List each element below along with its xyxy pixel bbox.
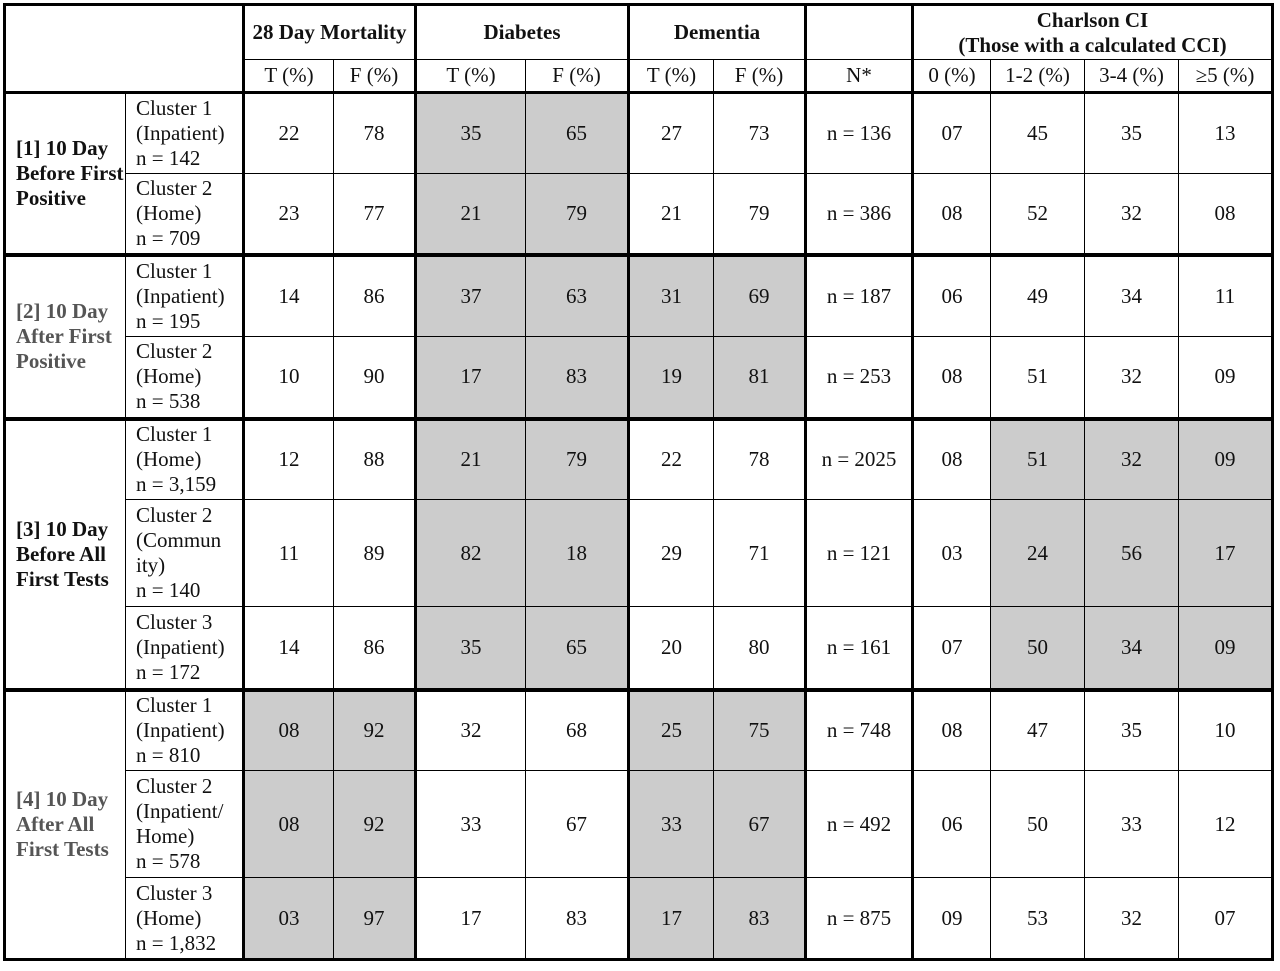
cluster-label-line: n = 172 [136,659,201,684]
subheader-dementia-t: T (%) [629,60,714,93]
table-cell: 35 [1085,93,1179,174]
table-cell: 35 [1085,690,1179,771]
group-label: [3] 10 Day Before All First Tests [5,419,126,690]
table-cell: 65 [526,93,629,174]
table-cell: 17 [629,878,714,960]
header-charlson-title: Charlson CI [1036,7,1149,32]
table-cell: 71 [714,500,806,607]
table-cell: 35 [416,93,526,174]
table-cell: 73 [714,93,806,174]
table-cell: 24 [991,500,1085,607]
table-cell: n = 187 [806,255,913,337]
table-row [5,500,1273,607]
table-cell: 07 [913,607,991,690]
table-cell: 03 [913,500,991,607]
table-cell: 22 [244,93,334,174]
table-cell: n = 2025 [806,419,913,500]
table-cell: 08 [913,419,991,500]
table-cell: 14 [244,607,334,690]
table-cell: 45 [991,93,1085,174]
table-cell: 79 [526,174,629,255]
subheader-diabetes-f: F (%) [526,60,629,93]
cluster-label [126,500,244,607]
table-cell: 77 [334,174,416,255]
table-cell: 32 [1085,174,1179,255]
table-row [5,337,1273,419]
table-cell: 07 [1179,878,1273,960]
table-cell: 07 [913,93,991,174]
table-cell: 17 [1179,500,1273,607]
table-cell: 88 [334,419,416,500]
table-cell: 33 [1085,771,1179,878]
table-cell: n = 253 [806,337,913,419]
subheader-mortality-f: F (%) [334,60,416,93]
subheader-diabetes-t: T (%) [416,60,526,93]
table-cell: 83 [714,878,806,960]
table-cell: 35 [416,607,526,690]
table-cell: 12 [244,419,334,500]
table-cell: 52 [991,174,1085,255]
header-charlson-subtitle: (Those with a calculated CCI) [958,32,1227,57]
table-cell: 03 [244,878,334,960]
table-cell: 82 [416,500,526,607]
table-cell: 47 [991,690,1085,771]
table-cell: 37 [416,255,526,337]
table-cell: 10 [1179,690,1273,771]
table-cell: 49 [991,255,1085,337]
table-row [5,93,1273,174]
cluster-label-line: Cluster 3 [136,609,213,634]
table-cell: 09 [913,878,991,960]
table-cell: 18 [526,500,629,607]
cluster-label-line: ity) [136,553,166,577]
table-cell: 22 [629,419,714,500]
table-row [5,174,1273,255]
table-cell: 86 [334,607,416,690]
cluster-label-line: Cluster 1 [136,96,213,120]
header-charlson [913,5,1273,60]
subheader-mortality-t: T (%) [244,60,334,93]
cluster-label [126,337,244,419]
table-cell: 08 [913,174,991,255]
table-cell: 51 [991,337,1085,419]
table-cell: 97 [334,878,416,960]
results-table [3,3,1274,961]
cluster-label-line: n = 195 [136,308,201,333]
cluster-label-line: n = 538 [136,389,201,414]
table-cell: 06 [913,255,991,337]
table-cell: 08 [913,690,991,771]
table-cell: 17 [416,878,526,960]
table-cell: 80 [714,607,806,690]
table-cell: 09 [1179,337,1273,419]
table-cell: 81 [714,337,806,419]
table-cell: 21 [416,419,526,500]
table-row [5,255,1273,337]
table-cell: 56 [1085,500,1179,607]
table-cell: n = 386 [806,174,913,255]
table-cell: n = 121 [806,500,913,607]
table-cell: 19 [629,337,714,419]
table-cell: 31 [629,255,714,337]
table-cell: 08 [913,337,991,419]
table-row [5,878,1273,960]
table-cell: 89 [334,500,416,607]
cluster-label-line: Cluster 2 [136,175,213,200]
table-cell: 32 [1085,419,1179,500]
table-cell: 25 [629,690,714,771]
subheader-cci-1-2: 1-2 (%) [991,60,1085,93]
table-cell: 67 [714,771,806,878]
header-dementia: Dementia [629,5,806,60]
cluster-label-line: (Home) [136,447,202,472]
group-label: [1] 10 Day Before First Positive [5,93,126,255]
table-cell: 08 [244,690,334,771]
cluster-label-line: (Home) [136,364,202,389]
table-cell: 51 [991,419,1085,500]
cluster-label [126,690,244,771]
cluster-label-line: Home) [136,824,195,848]
table-cell: 08 [244,771,334,878]
table-cell: 78 [334,93,416,174]
table-cell: 86 [334,255,416,337]
header-mortality: 28 Day Mortality [244,5,416,60]
table-cell: 11 [244,500,334,607]
table-cell: 29 [629,500,714,607]
cluster-label [126,419,244,500]
table-row [5,771,1273,878]
cluster-label [126,771,244,878]
cluster-label-line: n = 3,159 [136,472,217,497]
cluster-label-line: n = 810 [136,743,201,768]
cluster-label-line: (Inpatient) [136,283,225,308]
table-body [5,93,1273,960]
table-cell: 67 [526,771,629,878]
table-row [5,690,1273,771]
table-cell: 13 [1179,93,1273,174]
table-cell: 50 [991,771,1085,878]
table-row [5,607,1273,690]
table-cell: 32 [416,690,526,771]
cluster-label-line: (Inpatient) [136,121,225,145]
cluster-label-line: (Home) [136,905,202,930]
table-cell: 75 [714,690,806,771]
cluster-label-line: n = 709 [136,225,201,250]
cluster-label-line: Cluster 3 [136,880,213,905]
cluster-label-line: (Inpatient/ [136,799,224,823]
cluster-label-line: Cluster 2 [136,503,213,527]
table-cell: 69 [714,255,806,337]
cluster-label-line: Cluster 2 [136,774,213,798]
table-cell: 53 [991,878,1085,960]
cluster-label-line: (Home) [136,200,202,225]
table-cell: 11 [1179,255,1273,337]
cluster-label [126,174,244,255]
subheader-n: N* [806,60,913,93]
cluster-label-line: n = 1,832 [136,930,217,955]
table-cell: 17 [416,337,526,419]
subheader-cci-5plus: ≥5 (%) [1179,60,1273,93]
table-cell: 09 [1179,607,1273,690]
table-cell: 50 [991,607,1085,690]
table-cell: 32 [1085,337,1179,419]
table-cell: 34 [1085,255,1179,337]
cluster-label [126,607,244,690]
table-cell: 23 [244,174,334,255]
cluster-label [126,93,244,174]
table-cell: 21 [629,174,714,255]
cluster-label-line: Cluster 1 [136,258,213,283]
group-label: [4] 10 Day After All First Tests [5,690,126,960]
cluster-label-line: (Inpatient) [136,718,225,743]
table-cell: 32 [1085,878,1179,960]
table-cell: 33 [629,771,714,878]
table-cell: 79 [526,419,629,500]
header-diabetes: Diabetes [416,5,629,60]
table-cell: 65 [526,607,629,690]
table-cell: 09 [1179,419,1273,500]
table-cell: 78 [714,419,806,500]
table-cell: 21 [416,174,526,255]
cluster-label [126,878,244,960]
table-cell: n = 492 [806,771,913,878]
table-cell: 83 [526,878,629,960]
table-cell: 10 [244,337,334,419]
table-cell: 83 [526,337,629,419]
cluster-label-line: n = 140 [136,578,201,602]
cluster-label-line: n = 578 [136,849,201,873]
table-cell: n = 875 [806,878,913,960]
subheader-cci-3-4: 3-4 (%) [1085,60,1179,93]
table-cell: 90 [334,337,416,419]
table-cell: 14 [244,255,334,337]
table-row [5,419,1273,500]
cluster-label-line: Cluster 1 [136,693,213,718]
cluster-label-line: (Commun [136,528,222,552]
table-cell: n = 161 [806,607,913,690]
table-cell: 63 [526,255,629,337]
cluster-label-line: Cluster 2 [136,339,213,364]
table-cell: 92 [334,690,416,771]
table-cell: 34 [1085,607,1179,690]
table-cell: 08 [1179,174,1273,255]
corner-cell [5,5,244,93]
table-cell: n = 136 [806,93,913,174]
header-n-blank [806,5,913,60]
subheader-cci-0: 0 (%) [913,60,991,93]
cluster-label [126,255,244,337]
table-cell: 68 [526,690,629,771]
table-cell: n = 748 [806,690,913,771]
table-cell: 20 [629,607,714,690]
cluster-label-line: n = 142 [136,146,201,170]
table-cell: 06 [913,771,991,878]
group-label: [2] 10 Day After First Positive [5,255,126,419]
table-cell: 27 [629,93,714,174]
cluster-label-line: Cluster 1 [136,422,213,447]
table-cell: 92 [334,771,416,878]
table-cell: 33 [416,771,526,878]
cluster-label-line: (Inpatient) [136,634,225,659]
subheader-dementia-f: F (%) [714,60,806,93]
table-cell: 79 [714,174,806,255]
table-cell: 12 [1179,771,1273,878]
